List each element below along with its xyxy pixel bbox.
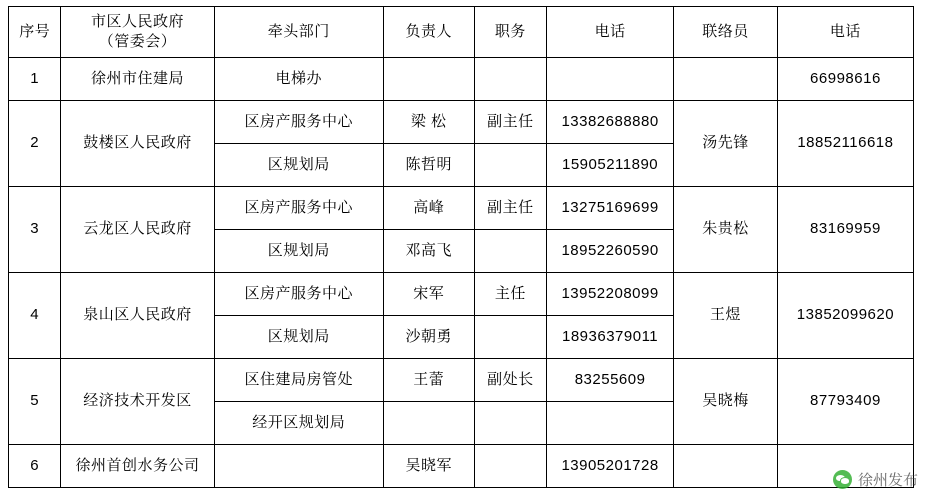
cell-liaison: 朱贵松	[674, 187, 778, 273]
cell-seq: 3	[9, 187, 61, 273]
cell-department: 区住建局房管处	[214, 359, 383, 402]
cell-title: 副处长	[474, 359, 547, 402]
cell-liaison	[674, 445, 778, 488]
cell-department	[214, 445, 383, 488]
cell-person: 梁 松	[383, 101, 474, 144]
cell-person	[383, 58, 474, 101]
cell-person: 吴晓军	[383, 445, 474, 488]
cell-government: 徐州市住建局	[61, 58, 214, 101]
cell-title: 主任	[474, 273, 547, 316]
cell-department: 区房产服务中心	[214, 187, 383, 230]
header-cell-person: 负责人	[383, 7, 474, 58]
cell-phone-primary: 13275169699	[547, 187, 674, 230]
table-row	[9, 101, 914, 144]
cell-seq: 2	[9, 101, 61, 187]
header-government-line1: 市区人民政府	[90, 12, 184, 30]
table-row	[9, 187, 914, 230]
cell-person: 宋军	[383, 273, 474, 316]
cell-liaison: 汤先锋	[674, 101, 778, 187]
cell-phone-primary	[547, 58, 674, 101]
header-government-line2: （管委会）	[98, 33, 177, 50]
cell-phone-secondary: 18852116618	[777, 101, 913, 187]
cell-person: 陈哲明	[383, 144, 474, 187]
cell-government: 泉山区人民政府	[61, 273, 214, 359]
cell-person: 沙朝勇	[383, 316, 474, 359]
header-cell-department: 牵头部门	[214, 7, 383, 58]
cell-person	[383, 402, 474, 445]
header-row	[9, 7, 914, 58]
cell-phone-primary: 18952260590	[547, 230, 674, 273]
cell-phone-primary: 18936379011	[547, 316, 674, 359]
header-cell-liaison: 联络员	[674, 7, 778, 58]
contact-table	[8, 6, 914, 488]
cell-title	[474, 445, 547, 488]
cell-person: 高峰	[383, 187, 474, 230]
cell-title	[474, 58, 547, 101]
header-cell-title: 职务	[474, 7, 547, 58]
table-row	[9, 273, 914, 316]
cell-government: 鼓楼区人民政府	[61, 101, 214, 187]
cell-seq: 1	[9, 58, 61, 101]
header-cell-government	[61, 7, 214, 58]
table-body	[9, 58, 914, 488]
cell-department: 区规划局	[214, 230, 383, 273]
cell-phone-primary: 13952208099	[547, 273, 674, 316]
cell-seq: 6	[9, 445, 61, 488]
cell-phone-secondary: 87793409	[777, 359, 913, 445]
cell-liaison	[674, 58, 778, 101]
cell-title	[474, 316, 547, 359]
cell-phone-primary: 13382688880	[547, 101, 674, 144]
cell-title	[474, 144, 547, 187]
wechat-watermark	[833, 469, 918, 490]
cell-phone-primary: 15905211890	[547, 144, 674, 187]
cell-phone-primary: 13905201728	[547, 445, 674, 488]
table-row	[9, 445, 914, 488]
cell-government: 经济技术开发区	[61, 359, 214, 445]
cell-phone-primary	[547, 402, 674, 445]
cell-person: 王蕾	[383, 359, 474, 402]
header-cell-phone-primary: 电话	[547, 7, 674, 58]
table-header	[9, 7, 914, 58]
cell-title	[474, 402, 547, 445]
table-row	[9, 359, 914, 402]
cell-title: 副主任	[474, 187, 547, 230]
cell-phone-secondary: 66998616	[777, 58, 913, 101]
table-row	[9, 58, 914, 101]
cell-seq: 5	[9, 359, 61, 445]
header-cell-phone-secondary: 电话	[777, 7, 913, 58]
cell-person: 邓高飞	[383, 230, 474, 273]
cell-phone-secondary: 83169959	[777, 187, 913, 273]
cell-department: 电梯办	[214, 58, 383, 101]
cell-department: 经开区规划局	[214, 402, 383, 445]
cell-title: 副主任	[474, 101, 547, 144]
cell-department: 区规划局	[214, 144, 383, 187]
cell-government: 云龙区人民政府	[61, 187, 214, 273]
cell-liaison: 吴晓梅	[674, 359, 778, 445]
header-cell-seq: 序号	[9, 7, 61, 58]
cell-department: 区房产服务中心	[214, 101, 383, 144]
cell-department: 区规划局	[214, 316, 383, 359]
cell-government: 徐州首创水务公司	[61, 445, 214, 488]
cell-phone-primary: 83255609	[547, 359, 674, 402]
cell-title	[474, 230, 547, 273]
wechat-account-name: 徐州发布	[857, 472, 918, 489]
cell-liaison: 王煜	[674, 273, 778, 359]
contact-table-sheet	[8, 6, 914, 488]
wechat-icon	[833, 470, 852, 489]
cell-department: 区房产服务中心	[214, 273, 383, 316]
cell-phone-secondary: 13852099620	[777, 273, 913, 359]
cell-seq: 4	[9, 273, 61, 359]
